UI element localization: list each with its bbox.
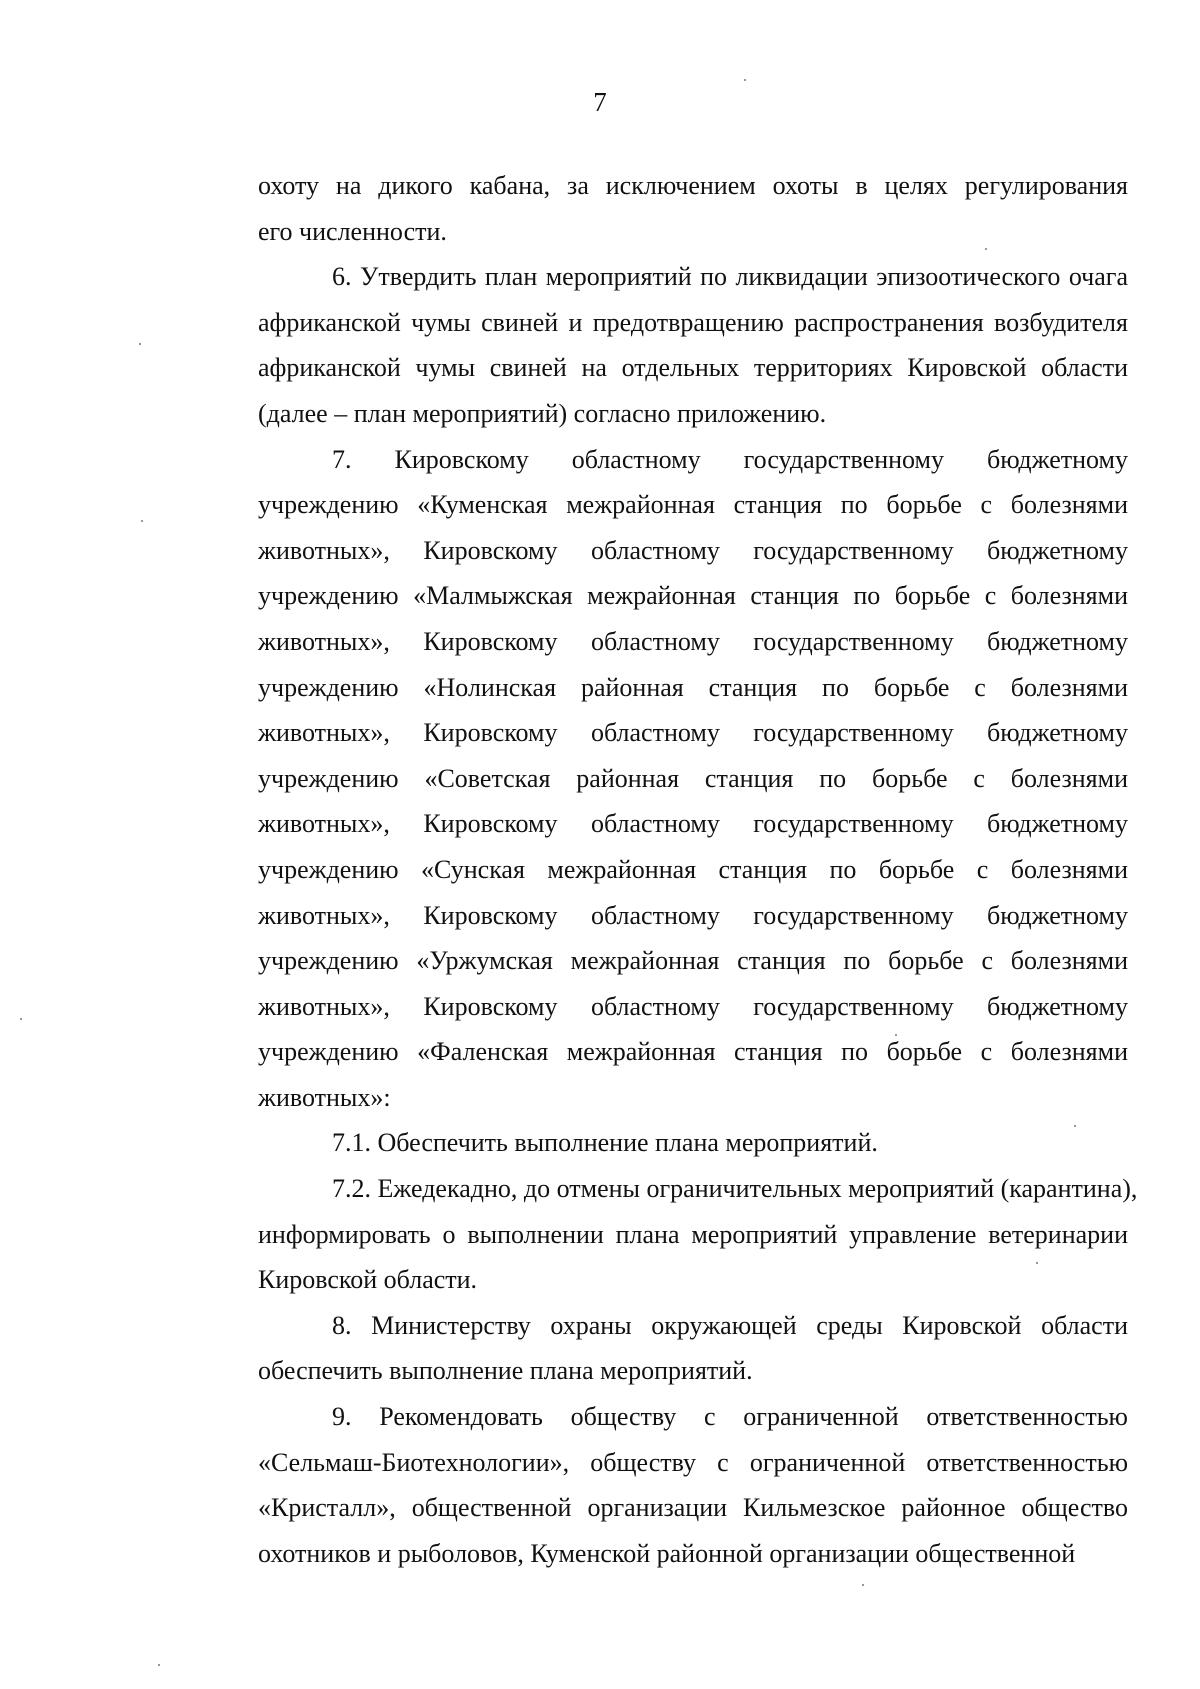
text-line: 8. Министерству охраны окружающей среды Кировской области — [332, 1310, 1128, 1340]
text-line: африканской чумы свиней на отдельных территориях Кировской области — [258, 353, 1128, 383]
text-line: животных», Кировскому областному государственному бюджетному — [258, 900, 1128, 930]
scan-speck — [895, 1034, 897, 1036]
text-line: учреждению «Куменская межрайонная станция по борьбе с болезнями — [258, 490, 1128, 520]
scan-speck — [862, 1584, 864, 1586]
text-line: животных», Кировскому областному государственному бюджетному — [258, 809, 1128, 839]
text-line: 7. Кировскому областному государственному бюджетному — [332, 444, 1128, 474]
text-line: 7.1. Обеспечить выполнение плана мероприятий. — [332, 1128, 878, 1158]
page-number: 7 — [593, 87, 607, 117]
paragraph-p7-2 — [184, 1166, 1138, 1303]
paragraph-p9 — [184, 1394, 1128, 1576]
paragraph-p8 — [184, 1303, 1128, 1394]
text-line: «Сельмаш-Биотехнологии», обществу с ограниченной ответственностью — [258, 1447, 1128, 1477]
text-line: учреждению «Уржумская межрайонная станция по борьбе с болезнями — [258, 946, 1128, 976]
scan-speck — [1074, 1125, 1076, 1127]
text-line: учреждению «Фаленская межрайонная станция по борьбе с болезнями — [258, 1037, 1128, 1067]
paragraph-p5-cont — [184, 163, 1128, 254]
scan-speck — [139, 343, 141, 345]
text-line: животных», Кировскому областному государственному бюджетному — [258, 626, 1128, 656]
paragraph-p6 — [184, 254, 1128, 436]
text-line: охотников и рыболовов, Куменской районной организации общественной — [258, 1538, 1076, 1568]
scan-speck — [1036, 1262, 1038, 1264]
text-line: животных»: — [258, 1082, 391, 1112]
paragraph-p7-1 — [184, 1120, 1128, 1166]
paragraph-list — [184, 163, 1138, 1576]
text-line: 9. Рекомендовать обществу с ограниченной ответственностью — [332, 1402, 1128, 1432]
text-line: учреждению «Сунская межрайонная станция по борьбе с болезнями — [258, 854, 1128, 884]
text-line: учреждению «Малмыжская межрайонная станция по борьбе с болезнями — [258, 581, 1128, 611]
scan-speck — [744, 79, 746, 81]
text-line: учреждению «Советская районная станция по борьбе с болезнями — [258, 763, 1128, 793]
paragraph-p7 — [184, 437, 1128, 1121]
text-line: животных», Кировскому областному государственному бюджетному — [258, 535, 1128, 565]
text-line: животных», Кировскому областному государственному бюджетному — [258, 991, 1128, 1021]
text-line: 7.2. Ежедекадно, до отмены ограничительных мероприятий (карантина), — [332, 1174, 1138, 1204]
document-body — [184, 163, 1138, 1576]
text-line: (далее – план мероприятий) согласно приложению. — [258, 398, 827, 428]
text-line: животных», Кировскому областному государственному бюджетному — [258, 718, 1128, 748]
text-line: учреждению «Нолинская районная станция по борьбе с болезнями — [258, 672, 1128, 702]
scan-speck — [20, 1018, 22, 1020]
text-line: африканской чумы свиней и предотвращению распространения возбудителя — [258, 307, 1128, 337]
text-line: 6. Утвердить план мероприятий по ликвидации эпизоотического очага — [332, 262, 1128, 292]
text-line: охоту на дикого кабана, за исключением охоты в целях регулирования — [258, 171, 1128, 200]
text-line: информировать о выполнении плана мероприятий управление ветеринарии — [258, 1219, 1128, 1249]
scan-speck — [985, 248, 987, 250]
text-line: его численности. — [258, 216, 447, 246]
text-line: обеспечить выполнение плана мероприятий. — [258, 1356, 753, 1386]
text-line: Кировской области. — [258, 1265, 478, 1295]
scan-speck — [141, 520, 143, 522]
scan-speck — [158, 1664, 160, 1666]
text-line: «Кристалл», общественной организации Кильмезское районное общество — [258, 1493, 1128, 1523]
